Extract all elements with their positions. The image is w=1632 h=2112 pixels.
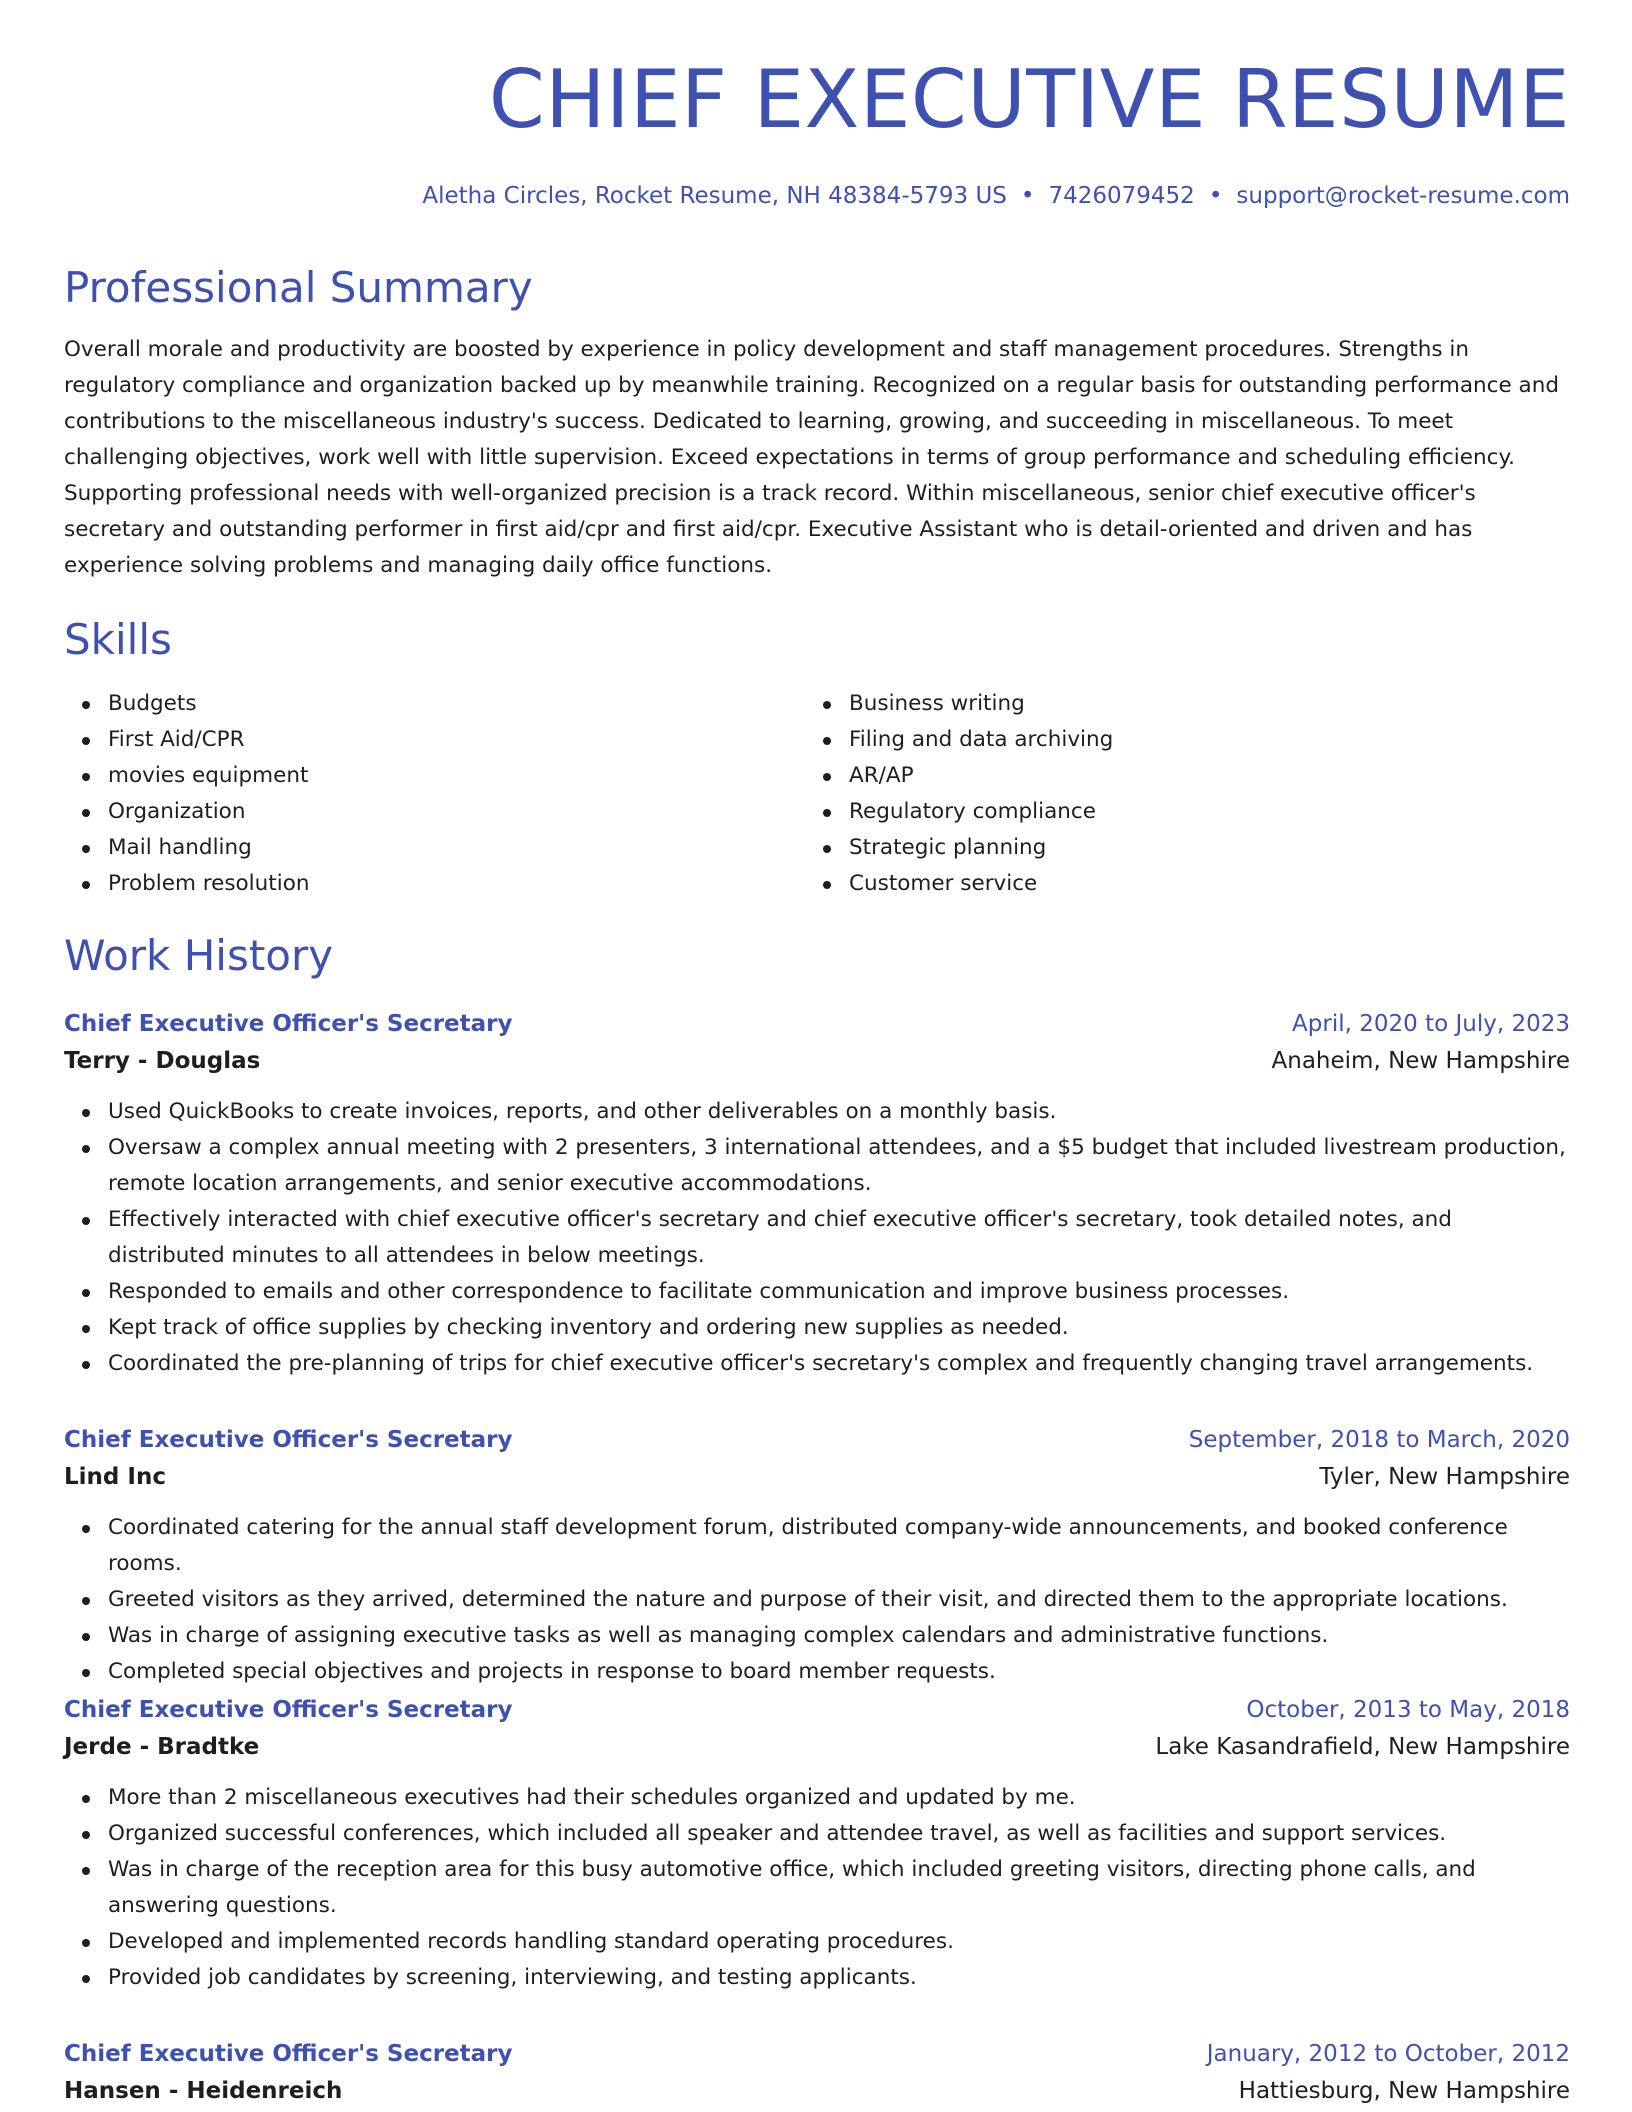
job-role: Chief Executive Officer's Secretary — [64, 1427, 513, 1453]
job-company-row — [64, 1042, 1570, 1080]
work-history-heading: Work History — [64, 931, 334, 980]
skill-item: Organization — [108, 794, 805, 830]
job-company: Terry - Douglas — [64, 1048, 261, 1074]
job-header-row — [64, 1692, 1570, 1728]
job-bullet: Oversaw a complex annual meeting with 2 presenters, 3 international attendees, and a $5 budget that included livestream production, remote location arrangements, and senior executive accommodations. — [108, 1130, 1570, 1202]
skill-item: AR/AP — [849, 758, 1546, 794]
job-bullet: Coordinated catering for the annual staff development forum, distributed company-wide announcements, and booked conference rooms. — [108, 1510, 1570, 1582]
job-dates: January, 2012 to October, 2012 — [1206, 2041, 1570, 2067]
contact-email: support@rocket-resume.com — [1236, 183, 1570, 209]
job-bullet: Used QuickBooks to create invoices, reports, and other deliverables on a monthly basis. — [108, 1094, 1570, 1130]
skill-item: Mail handling — [108, 830, 805, 866]
job-company: Hansen - Heidenreich — [64, 2078, 343, 2104]
skill-item: Budgets — [108, 686, 805, 722]
job-bullet: More than 2 miscellaneous executives had their schedules organized and updated by me. — [108, 1780, 1570, 1816]
contact-phone: 7426079452 — [1048, 183, 1195, 209]
skill-item: Customer service — [849, 866, 1546, 902]
job-bullets — [64, 1780, 1570, 1996]
job-bullets — [64, 1094, 1570, 1382]
job-company-row — [64, 2072, 1570, 2110]
job-bullets — [64, 1510, 1570, 1690]
job-bullet: Provided job candidates by screening, interviewing, and testing applicants. — [108, 1960, 1570, 1996]
skill-item: Strategic planning — [849, 830, 1546, 866]
job-role: Chief Executive Officer's Secretary — [64, 2041, 513, 2067]
skills-column-left — [64, 686, 805, 902]
job-entry — [64, 2036, 1570, 2110]
summary-text: Overall morale and productivity are boosted by experience in policy development and staff management procedures. Strengths in regulatory compliance and organization backed up by meanwhile training. Recognized on a regular basis for outstanding performance and contributions to the miscellaneous industry's success. Dedicated to learning, growing, and succeeding in miscellaneous. To meet challenging objectives, work well with little supervision. Exceed expectations in terms of group performance and scheduling efficiency. Supporting professional needs with well-organized precision is a track record. Within miscellaneous, senior chief executive officer's secretary and outstanding performer in first aid/cpr and first aid/cpr. Executive Assistant who is detail-oriented and driven and has experience solving problems and managing daily office functions. — [64, 337, 1560, 578]
job-company: Jerde - Bradtke — [64, 1734, 260, 1760]
job-role: Chief Executive Officer's Secretary — [64, 1697, 513, 1723]
job-role: Chief Executive Officer's Secretary — [64, 1011, 513, 1037]
skills-column-right — [805, 686, 1546, 902]
job-bullet: Effectively interacted with chief executive officer's secretary and chief executive officer's secretary, took detailed notes, and distributed minutes to all attendees in below meetings. — [108, 1202, 1570, 1274]
job-dates: April, 2020 to July, 2023 — [1292, 1011, 1570, 1037]
job-bullet: Developed and implemented records handling standard operating procedures. — [108, 1924, 1570, 1960]
job-header-row — [64, 2036, 1570, 2072]
job-dates: September, 2018 to March, 2020 — [1188, 1427, 1570, 1453]
job-location: Hattiesburg, New Hampshire — [1238, 2078, 1570, 2104]
skill-item: First Aid/CPR — [108, 722, 805, 758]
job-bullet: Kept track of office supplies by checking inventory and ordering new supplies as needed. — [108, 1310, 1570, 1346]
skill-item: Filing and data archiving — [849, 722, 1546, 758]
contact-separator: • — [1208, 183, 1223, 209]
job-bullet: Coordinated the pre-planning of trips for chief executive officer's secretary's complex and frequently changing travel arrangements. — [108, 1346, 1570, 1382]
job-entry — [64, 1692, 1570, 1996]
job-company-row — [64, 1458, 1570, 1496]
job-company: Lind Inc — [64, 1464, 166, 1490]
skill-item: Regulatory compliance — [849, 794, 1546, 830]
job-bullet: Was in charge of assigning executive tasks as well as managing complex calendars and administrative functions. — [108, 1618, 1570, 1654]
job-location: Tyler, New Hampshire — [1319, 1464, 1570, 1490]
job-dates: October, 2013 to May, 2018 — [1246, 1697, 1570, 1723]
job-location: Lake Kasandrafield, New Hampshire — [1155, 1734, 1570, 1760]
contact-separator: • — [1020, 183, 1035, 209]
job-bullet: Organized successful conferences, which included all speaker and attendee travel, as well as facilities and support services. — [108, 1816, 1570, 1852]
job-bullet: Responded to emails and other correspondence to facilitate communication and improve business processes. — [108, 1274, 1570, 1310]
job-header-row — [64, 1422, 1570, 1458]
job-location: Anaheim, New Hampshire — [1271, 1048, 1570, 1074]
job-bullet: Was in charge of the reception area for this busy automotive office, which included greeting visitors, directing phone calls, and answering questions. — [108, 1852, 1570, 1924]
skills-list — [64, 686, 1570, 902]
skill-item: Problem resolution — [108, 866, 805, 902]
skill-item: movies equipment — [108, 758, 805, 794]
contact-line — [422, 180, 1570, 212]
summary-heading: Professional Summary — [64, 263, 533, 312]
contact-address: Aletha Circles, Rocket Resume, NH 48384-5793 US — [422, 183, 1007, 209]
job-entry — [64, 1006, 1570, 1382]
job-entry — [64, 1422, 1570, 1690]
skill-item: Business writing — [849, 686, 1546, 722]
job-bullet: Completed special objectives and projects in response to board member requests. — [108, 1654, 1570, 1690]
job-header-row — [64, 1006, 1570, 1042]
job-company-row — [64, 1728, 1570, 1766]
job-bullet: Greeted visitors as they arrived, determined the nature and purpose of their visit, and directed them to the appropriate locations. — [108, 1582, 1570, 1618]
skills-heading: Skills — [64, 615, 172, 664]
resume-title: CHIEF EXECUTIVE RESUME — [488, 53, 1570, 146]
